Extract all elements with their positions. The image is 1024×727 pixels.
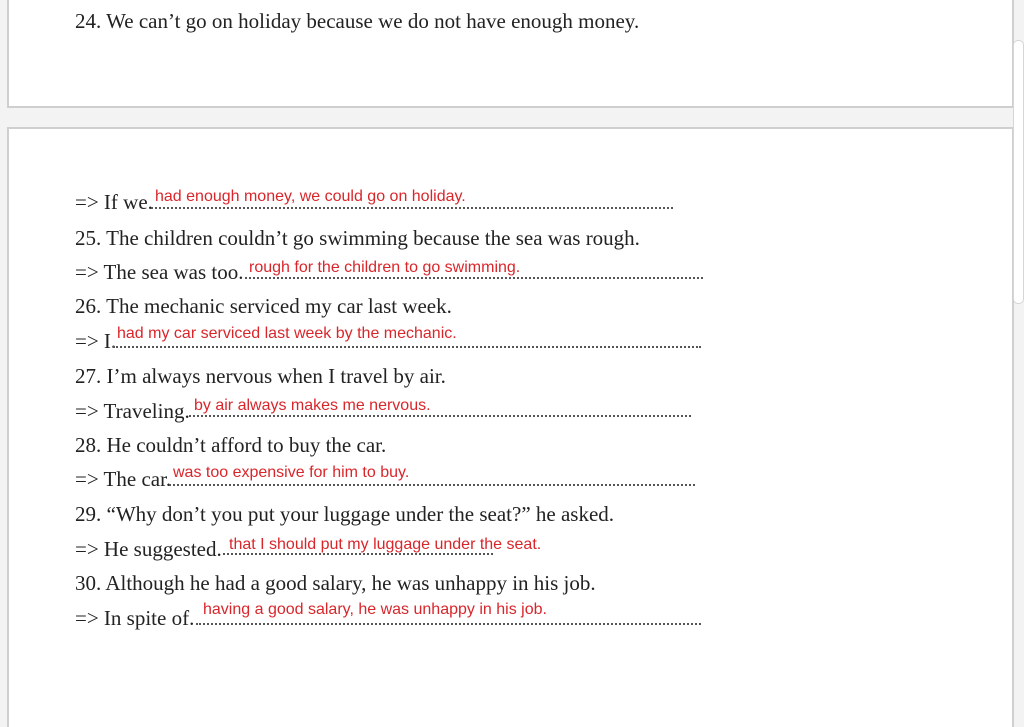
answer-30: having a good salary, he was unhappy in his job. <box>203 601 547 618</box>
question-27-prompt: => Traveling. <box>75 399 190 423</box>
question-26-prompt: => I. <box>75 329 117 353</box>
answer-28: was too expensive for him to buy. <box>173 464 410 481</box>
question-27-sentence: 27. I’m always nervous when I travel by air. <box>75 364 446 388</box>
answer-line <box>151 207 673 209</box>
answer-29: that I should put my luggage under the seat. <box>229 536 542 553</box>
answer-26: had my car serviced last week by the mechanic. <box>117 325 457 342</box>
scrollbar-thumb[interactable] <box>1013 40 1024 304</box>
question-30-prompt: => In spite of. <box>75 606 195 630</box>
page-top <box>7 0 1014 108</box>
answer-24: had enough money, we could go on holiday. <box>155 188 466 205</box>
answer-line <box>189 415 691 417</box>
question-25-prompt: => The sea was too. <box>75 260 244 284</box>
question-24-sentence: 24. We can’t go on holiday because we do not have enough money. <box>75 9 640 33</box>
question-28-sentence: 28. He couldn’t afford to buy the car. <box>75 433 387 457</box>
answer-line <box>169 484 695 486</box>
question-28-prompt: => The car. <box>75 467 172 491</box>
answer-line <box>245 277 703 279</box>
question-25-sentence: 25. The children couldn’t go swimming because the sea was rough. <box>75 226 640 250</box>
answer-25: rough for the children to go swimming. <box>249 259 521 276</box>
question-24-prompt: => If we. <box>75 190 153 214</box>
question-29-sentence: 29. “Why don’t you put your luggage under the seat?” he asked. <box>75 502 615 526</box>
question-29-prompt: => He suggested. <box>75 537 222 561</box>
answer-27: by air always makes me nervous. <box>194 397 431 414</box>
answer-line <box>113 346 701 348</box>
answer-line <box>196 623 701 625</box>
page-bottom <box>7 127 1014 727</box>
question-30-sentence: 30. Although he had a good salary, he was unhappy in his job. <box>75 571 596 595</box>
question-26-sentence: 26. The mechanic serviced my car last week. <box>75 294 452 318</box>
